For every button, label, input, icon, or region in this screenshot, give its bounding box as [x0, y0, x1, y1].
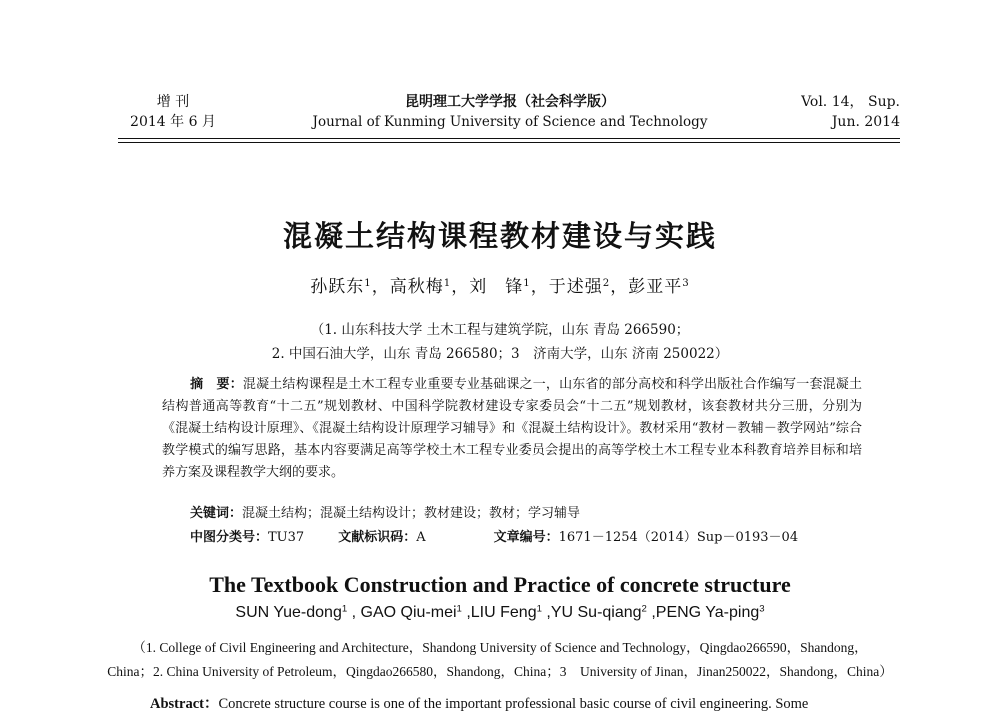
author-en-affiliation-mark: 1	[456, 603, 462, 615]
author-en-name: PENG Ya-ping	[655, 604, 760, 621]
abstract-en-text: Concrete structure course is one of the important professional basic course of civil engineering. Some	[218, 696, 809, 712]
author-zh-affiliation-mark: 3	[682, 277, 690, 289]
author-en-name: YU Su-qiang	[550, 604, 642, 621]
keywords-label: 关键词：	[190, 506, 243, 521]
header-rule-thin	[118, 142, 900, 143]
journal-name	[300, 92, 720, 132]
author-zh-affiliation-mark: 1	[364, 277, 372, 289]
doc-code-label: 文献标识码：	[338, 530, 417, 545]
author-zh-affiliation-mark: 2	[602, 277, 611, 289]
author-en-affiliation-mark: 2	[641, 603, 647, 615]
doc-code-value: A	[416, 530, 426, 545]
author-en-name: LIU Feng	[470, 604, 537, 621]
abstract-zh	[162, 374, 862, 484]
author-en-separator: ,	[646, 604, 656, 621]
author-en-separator: ,	[347, 604, 361, 621]
author-zh-name: 高秋梅	[389, 277, 444, 297]
author-zh-name: 孙跃东	[310, 277, 365, 297]
author-zh-affiliation-mark: 1	[443, 277, 452, 289]
author-zh-name: 于述强	[548, 277, 603, 297]
author-en-separator: ,	[461, 604, 471, 621]
author-zh-separator: ，	[530, 277, 549, 297]
author-en-affiliation-mark: 1	[341, 603, 348, 615]
header-rule-thick	[118, 138, 900, 139]
article-number-value: 1671－1254（2014）Sup－0193－04	[558, 530, 799, 545]
author-zh-name: 彭亚平	[628, 277, 683, 297]
author-zh-affiliation-mark: 1	[523, 277, 531, 289]
author-en-affiliation-mark: 1	[536, 603, 542, 615]
authors-zh	[0, 272, 1000, 297]
journal-name-en: Journal of Kunming University of Science and Technology	[312, 114, 708, 130]
author-zh-separator: ，	[451, 277, 470, 297]
keywords-text: 混凝土结构；混凝土结构设计；教材建设；教材；学习辅导	[242, 506, 581, 521]
issue-date: 2014 年 6 月	[130, 114, 216, 130]
author-en-name: SUN Yue-dong	[235, 604, 342, 621]
keywords-zh	[190, 502, 580, 521]
author-en-separator: ,	[541, 604, 551, 621]
affiliation-zh-line1: （1. 山东科技大学 土木工程与建筑学院，山东 青岛 266590；	[310, 322, 690, 338]
affiliation-zh-line2: 2. 中国石油大学，山东 青岛 266580；3 济南大学，山东 济南 250022）	[271, 346, 729, 362]
clc-label: 中图分类号：	[190, 530, 269, 545]
abstract-en-label: Abstract：	[150, 696, 219, 712]
abstract-zh-text: 混凝土结构课程是土木工程专业重要专业基础课之一，山东省的部分高校和科学出版社合作编写一套混凝土结构普通高等教育“十二五”规划教材、中国科学院教材建设专家委员会“十二五”规划教材，该套教材共分三册，分别为《混凝土结构设计原理》、《混凝土结构设计原理学习辅导》和《混凝土结构设计》。教材采用“教材－教辅－教学网站”综合教学模式的编写思路，基本内容要满足高等学校土木工程专业委员会提出的高等学校土木工程专业本科教育培养目标和培养方案及课程教学大纲的要求。	[162, 377, 862, 480]
journal-name-zh: 昆明理工大学学报（社会科学版）	[405, 94, 615, 110]
article-number-label: 文章编号：	[493, 530, 559, 545]
issue-type: 增 刊	[156, 94, 190, 110]
abstract-zh-label: 摘 要：	[190, 377, 243, 392]
volume-number: Vol. 14， Sup.	[801, 94, 900, 110]
author-zh-name: 刘 锋	[469, 277, 524, 297]
volume-info	[760, 92, 900, 132]
affiliation-en-line1: （1. College of Civil Engineering and Architecture，Shandong University of Science and Technology，Qingdao266590，Shandong，	[132, 640, 868, 655]
abstract-en	[150, 692, 902, 713]
author-zh-separator: ，	[371, 277, 390, 297]
volume-date: Jun. 2014	[831, 114, 900, 130]
author-en-name: GAO Qiu-mei	[360, 604, 457, 621]
affiliation-en-line2: China；2. China University of Petroleum，Qingdao266580，Shandong，China；3 University of Jinan，Jinan250022，Shandong，China）	[107, 664, 893, 679]
issue-info	[118, 92, 228, 132]
clc-value: TU37	[268, 530, 305, 545]
author-zh-separator: ，	[610, 277, 629, 297]
title-zh: 混凝土结构课程教材建设与实践	[282, 219, 717, 253]
classification-line	[190, 526, 798, 545]
author-en-affiliation-mark: 3	[759, 603, 765, 615]
title-en: The Textbook Construction and Practice of concrete structure	[209, 572, 791, 597]
authors-en	[0, 604, 1000, 622]
